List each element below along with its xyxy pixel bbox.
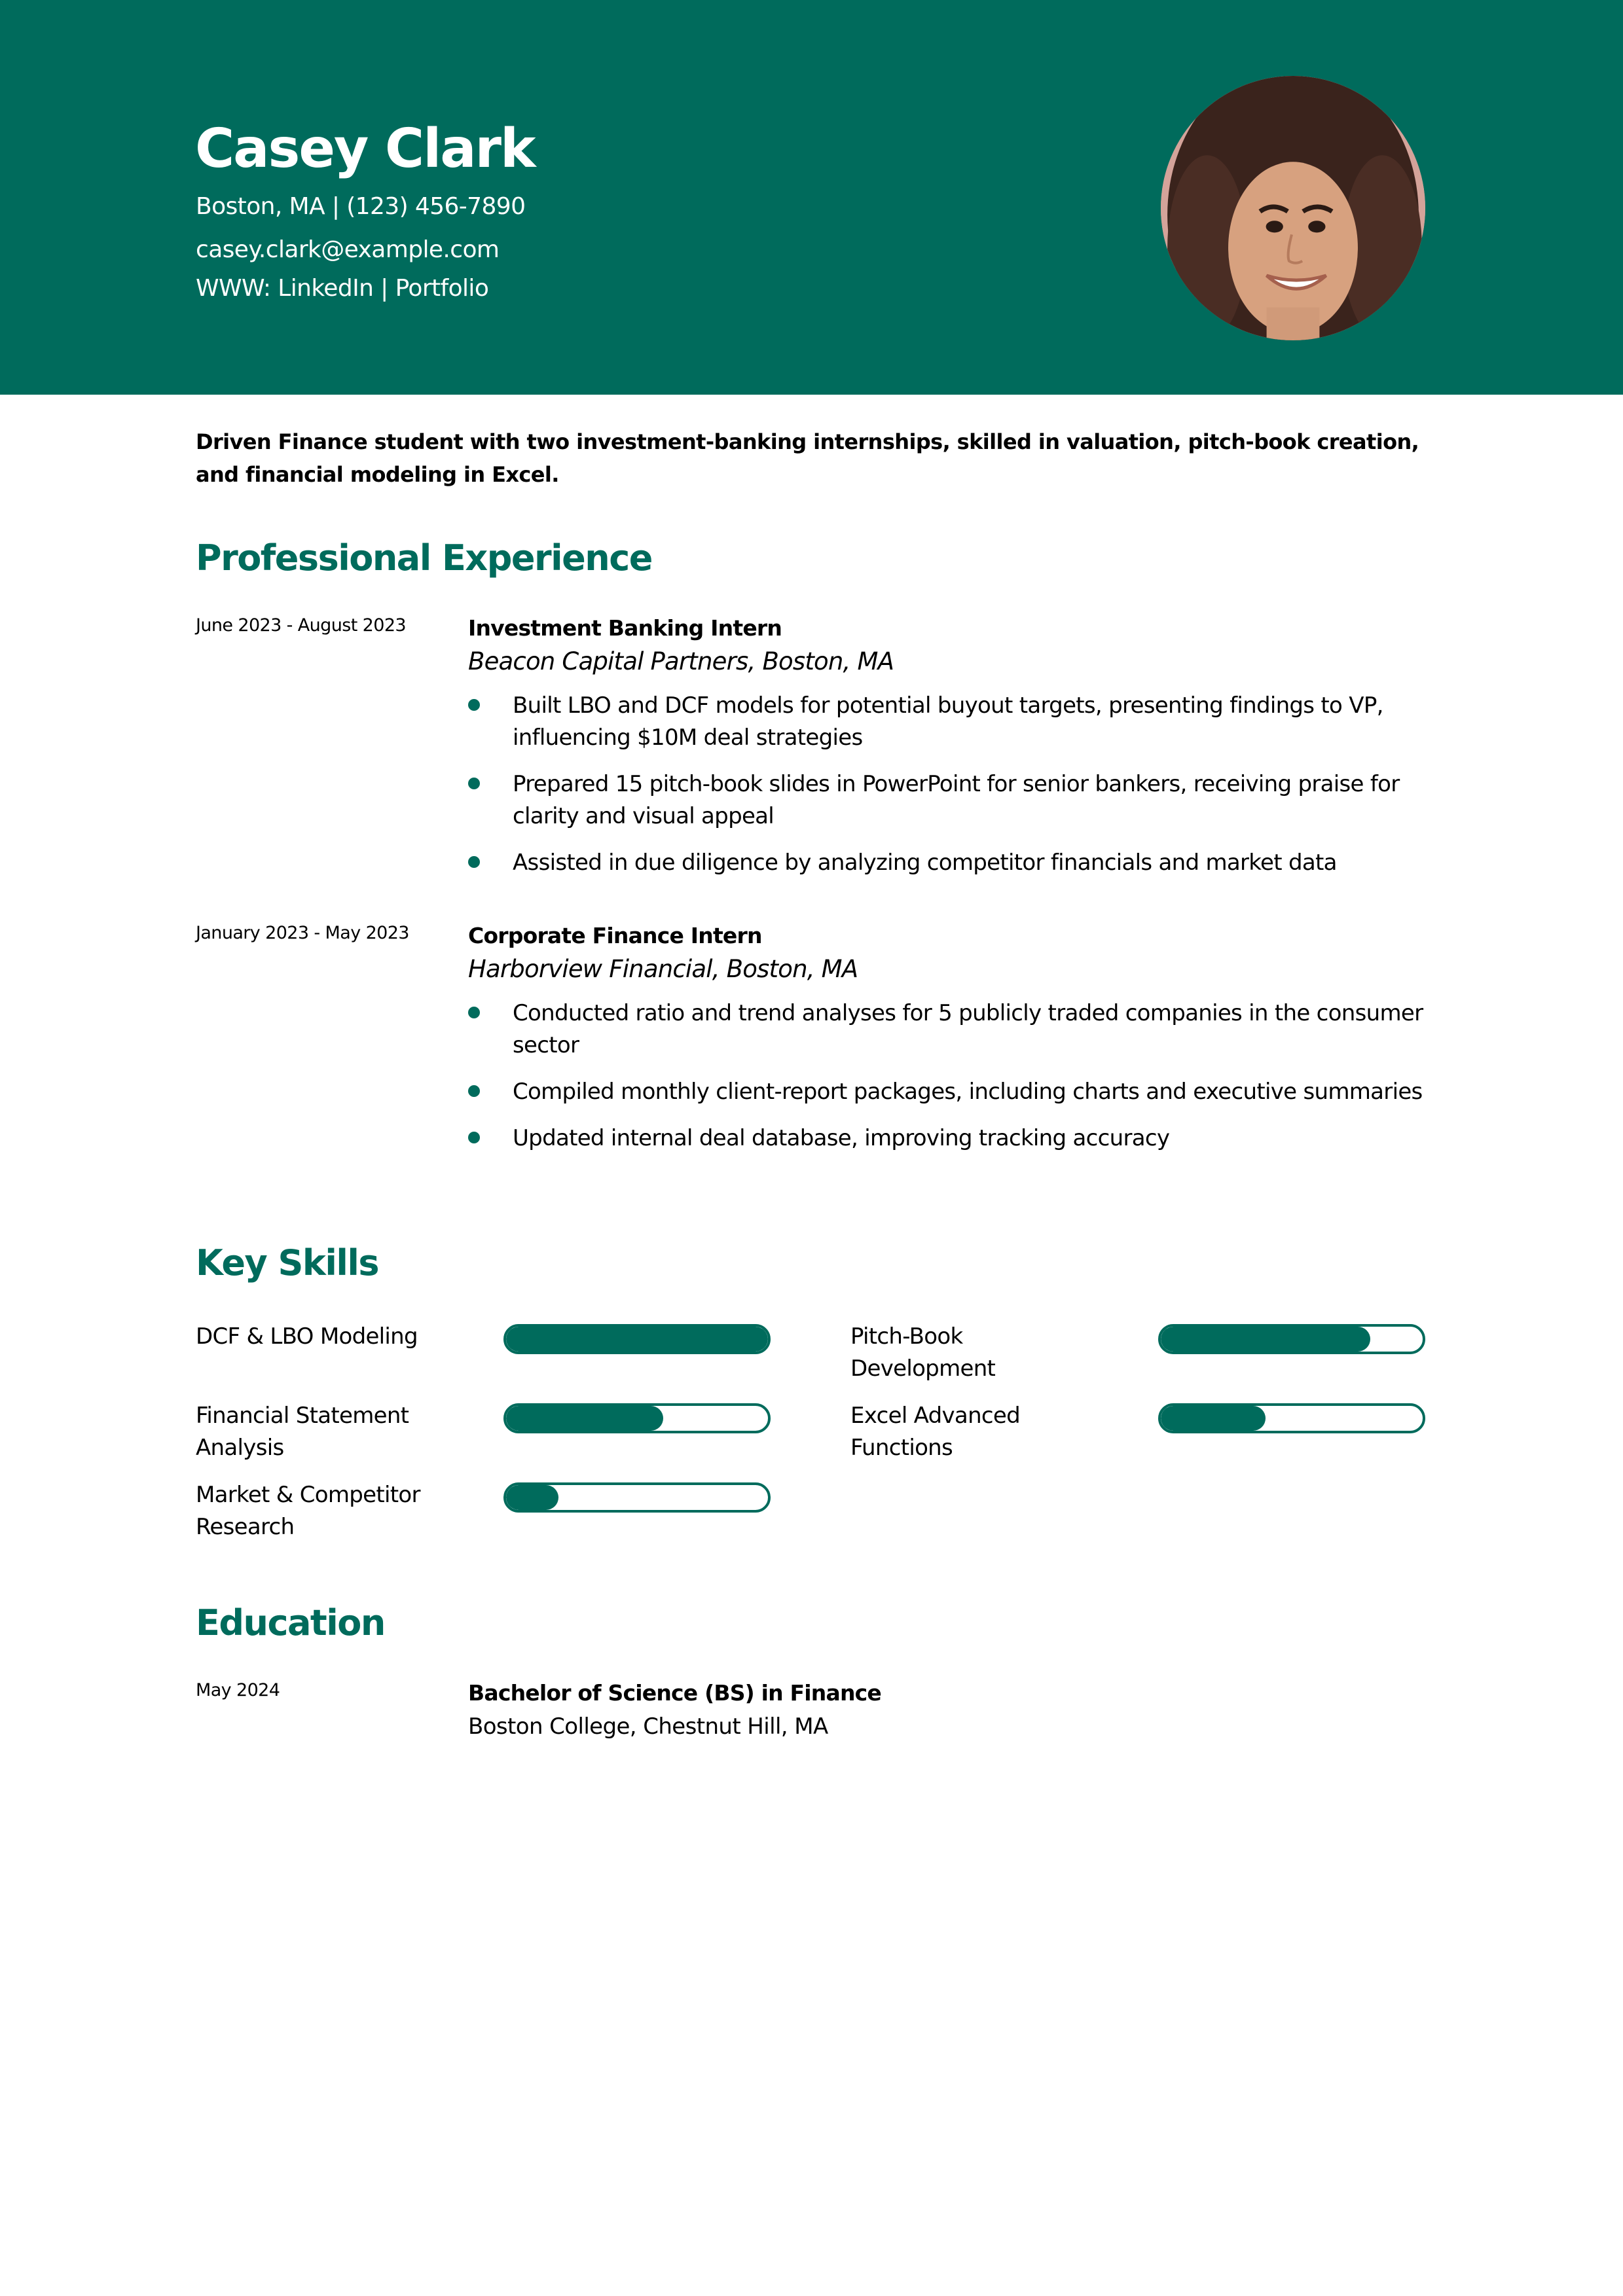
skill-label: DCF & LBO Modeling: [196, 1323, 418, 1350]
header-banner: [0, 0, 1623, 395]
company-name: Harborview Financial, Boston, MA: [468, 955, 858, 983]
location-phone: Boston, MA | (123) 456-7890: [196, 193, 526, 220]
skill-level-fill: [506, 1406, 663, 1431]
skill-item: [850, 1321, 1427, 1393]
professional-summary: Driven Finance student with two investment-banking internships, skilled in valuation, pitch-book creation, and financial modeling in Excel.: [196, 429, 1419, 487]
skill-label: Excel Advanced Functions: [850, 1403, 1021, 1461]
job-title: Corporate Finance Intern: [468, 923, 762, 948]
skills-grid: [196, 1321, 1427, 1556]
education-body: [468, 1679, 1424, 1743]
achievement-text: Compiled monthly client-report packages, including charts and executive summaries: [513, 1079, 1423, 1105]
bullet-icon: [468, 778, 480, 789]
job-title: Investment Banking Intern: [468, 615, 782, 641]
section-title-experience: Professional Experience: [196, 537, 652, 579]
skill-level-bar: [503, 1482, 771, 1513]
achievement-item: [468, 768, 1424, 833]
experience-body: [468, 922, 1424, 1169]
achievement-item: [468, 690, 1424, 754]
skill-label: Pitch-Book Development: [850, 1323, 996, 1382]
experience-date: June 2023 - August 2023: [196, 615, 406, 636]
skill-level-bar: [503, 1324, 771, 1354]
skill-item: [196, 1479, 772, 1551]
skill-level-fill: [506, 1485, 558, 1510]
bullet-icon: [468, 856, 480, 868]
achievement-text: Conducted ratio and trend analyses for 5 publicly traded companies in the consumer sector: [513, 1000, 1423, 1058]
section-title-skills: Key Skills: [196, 1242, 378, 1283]
achievement-text: Built LBO and DCF models for potential buyout targets, presenting findings to VP, influencing $10M deal strategies: [513, 692, 1383, 751]
skill-item: [850, 1400, 1427, 1472]
skill-level-bar: [503, 1403, 771, 1433]
email-address[interactable]: casey.clark@example.com: [196, 236, 500, 263]
candidate-name: Casey Clark: [195, 118, 535, 180]
web-links: [196, 274, 488, 303]
web-separator: |: [373, 275, 395, 302]
degree-name: Bachelor of Science (BS) in Finance: [468, 1680, 881, 1706]
achievement-item: [468, 1076, 1424, 1108]
achievement-item: [468, 847, 1424, 879]
skill-level-bar: [1158, 1403, 1425, 1433]
skill-label: Market & Competitor Research: [196, 1482, 420, 1540]
skill-item: [196, 1400, 772, 1472]
skill-item: [196, 1321, 772, 1393]
achievement-item: [468, 997, 1424, 1062]
experience-body: [468, 614, 1424, 893]
skill-label: Financial Statement Analysis: [196, 1403, 409, 1461]
skill-level-fill: [1161, 1327, 1370, 1352]
company-name: Beacon Capital Partners, Boston, MA: [468, 647, 894, 675]
experience-date: January 2023 - May 2023: [196, 923, 409, 943]
achievement-list: [468, 690, 1424, 879]
achievement-list: [468, 997, 1424, 1155]
skill-level-fill: [506, 1327, 768, 1352]
profile-photo: [1161, 76, 1425, 340]
portfolio-link[interactable]: Portfolio: [395, 275, 489, 302]
section-title-education: Education: [196, 1602, 385, 1643]
skill-level-fill: [1161, 1406, 1266, 1431]
achievement-text: Updated internal deal database, improving tracking accuracy: [513, 1125, 1170, 1151]
bullet-icon: [468, 1007, 480, 1018]
bullet-icon: [468, 1132, 480, 1143]
achievement-text: Assisted in due diligence by analyzing competitor financials and market data: [513, 850, 1337, 876]
achievement-item: [468, 1122, 1424, 1155]
bullet-icon: [468, 1085, 480, 1097]
bullet-icon: [468, 699, 480, 711]
web-prefix: WWW:: [196, 275, 278, 302]
linkedin-link[interactable]: LinkedIn: [278, 275, 374, 302]
school-name: Boston College, Chestnut Hill, MA: [468, 1713, 828, 1740]
skill-level-bar: [1158, 1324, 1425, 1354]
profile-photo-icon: [1161, 76, 1425, 340]
education-date: May 2024: [196, 1680, 280, 1700]
achievement-text: Prepared 15 pitch-book slides in PowerPoint for senior bankers, receiving praise for clarity and visual appeal: [513, 771, 1400, 829]
